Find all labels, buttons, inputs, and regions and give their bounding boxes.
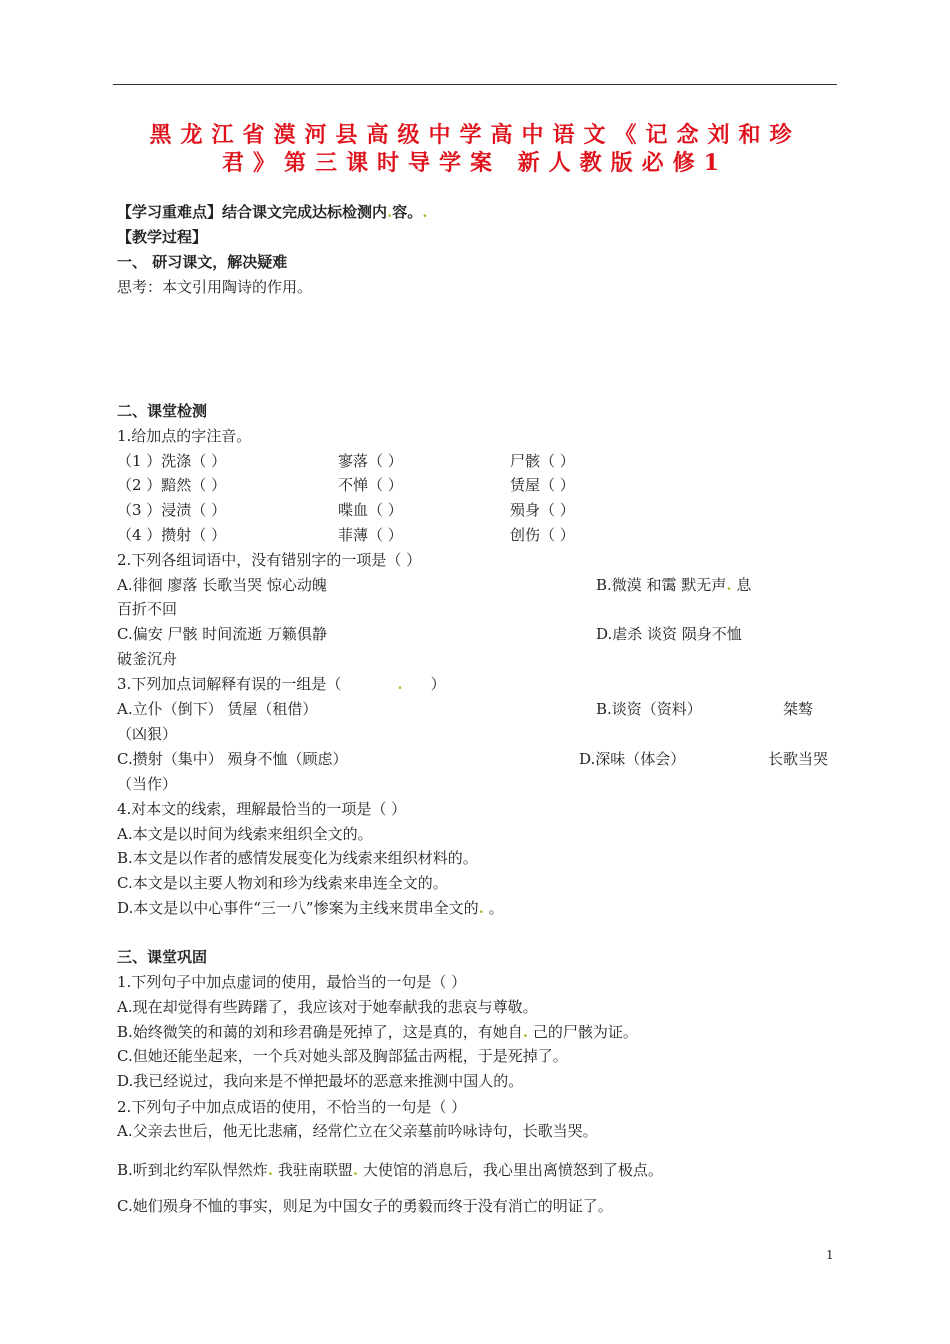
s2-q1-row3-col1: （3 ）浸渍（ ） (117, 501, 227, 519)
green-mark: . (478, 899, 484, 917)
s3-q1-option-b-text: B.始终微笑的和蔼的刘和珍君确是死掉了，这是真的，有她自 (117, 1023, 523, 1041)
s2-q2-option-b-cont: 百折不回 (117, 600, 178, 618)
section1-title: 一、 研习课文，解决疑难 (117, 253, 288, 271)
section1-think: 思考：本文引用陶诗的作用。 (117, 278, 313, 296)
s2-q4-option-d-text: D.本文是以中心事件“三一八”惨案为主线来贯串全文的 (117, 899, 479, 917)
s2-q3-stem-text: 3.下列加点词解释有误的一组是（ (117, 675, 342, 693)
document-title (113, 121, 837, 177)
process-label: 【教学过程】 (117, 228, 208, 246)
page-number: 1 (826, 1248, 834, 1262)
s2-q1-stem: 1.给加点的字注音。 (117, 427, 252, 445)
s2-q1-row1-col3: 尸骸（ ） (510, 452, 575, 470)
s3-q1-option-d: D.我已经说过，我向来是不惮把最坏的恶意来推测中国人的。 (117, 1072, 524, 1090)
s2-q2-option-b-tail: 息 (736, 576, 752, 594)
s2-q3-option-a: A.立仆（倒下） 赁屋（租借） (117, 700, 318, 718)
s2-q3-option-b-right: 桀骜 (783, 700, 814, 718)
section2-title: 二、课堂检测 (117, 402, 208, 420)
s2-q3-option-d-cont: （当作） (117, 775, 178, 793)
s2-q3-option-c: C.攒射（集中） 殒身不恤（顾虑） (117, 750, 348, 768)
s2-q2-option-c: C.偏安 尸骸 时间流逝 万籁俱静 (117, 625, 328, 643)
green-mark: . (267, 1161, 274, 1179)
s2-q4-option-b: B.本文是以作者的感情发展变化为线索来组织材料的。 (117, 849, 478, 867)
s3-q1-stem: 1.下列句子中加点虚词的使用，最恰当的一句是（ ） (117, 973, 467, 991)
s2-q4-option-c: C.本文是以主要人物刘和珍为线索来串连全文的。 (117, 874, 448, 892)
s3-q2-stem: 2.下列句子中加点成语的使用，不恰当的一句是（ ） (117, 1098, 467, 1116)
s3-q1-option-b-tail: 己的尸骸为证。 (532, 1023, 638, 1041)
s2-q1-row4-col2: 菲薄（ ） (338, 526, 403, 544)
section3-title: 三、课堂巩固 (117, 948, 208, 966)
s3-q2-option-b-text: B.听到北约军队悍然炸 (117, 1161, 268, 1179)
s2-q1-row4-col1: （4 ）攒射（ ） (117, 526, 227, 544)
s3-q1-option-c: C.但她还能坐起来，一个兵对她头部及胸部猛击两棍，于是死掉了。 (117, 1047, 568, 1065)
green-mark: . (397, 675, 403, 693)
s3-q2-option-b-tail: 大使馆的消息后，我心里出离愤怒到了极点。 (362, 1161, 663, 1179)
s3-q2-option-a: A.父亲去世后，他无比悲痛，经常伫立在父亲墓前吟咏诗句，长歌当哭。 (117, 1122, 598, 1140)
green-mark: . (387, 203, 393, 221)
s2-q1-row3-col3: 殒身（ ） (510, 501, 575, 519)
s2-q3-option-d: D.深味（体会） (579, 750, 686, 768)
key-points-text: 结合课文完成达标检测内 (222, 203, 388, 221)
s2-q1-row1-col1: （1 ）洗涤（ ） (117, 452, 227, 470)
s2-q2-option-d: D.虐杀 谈资 陨身不恤 (596, 625, 742, 643)
s3-q2-option-b (117, 1160, 663, 1180)
s2-q2-option-b (596, 575, 751, 595)
s2-q1-row2-col3: 赁屋（ ） (510, 476, 575, 494)
s2-q1-row3-col2: 喋血（ ） (338, 501, 403, 519)
s3-q1-option-b (117, 1022, 638, 1042)
title-line-2: 君》第三课时导学案 新人教版必修1 (222, 150, 728, 176)
s2-q1-row4-col3: 创伤（ ） (510, 526, 575, 544)
green-mark: . (352, 1161, 359, 1179)
s2-q1-row2-col2: 不惮（ ） (338, 476, 403, 494)
s2-q4-option-d (117, 898, 504, 918)
s2-q3-option-d-right: 长歌当哭 (768, 750, 829, 768)
s2-q2-stem: 2.下列各组词语中，没有错别字的一项是（ ） (117, 551, 422, 569)
s2-q2-option-b-text: B.微漠 和霭 默无声 (596, 576, 727, 594)
green-mark: . (522, 1023, 529, 1041)
key-points-label: 【学习重难点】 (117, 203, 223, 221)
s3-q2-option-b-mid: 我驻南联盟 (277, 1161, 353, 1179)
s2-q2-option-d-cont: 破釜沉舟 (117, 650, 178, 668)
s2-q3-option-b-cont: （凶狠） (117, 725, 178, 743)
green-mark: . (726, 576, 732, 594)
key-points-line (117, 202, 428, 222)
s2-q1-row1-col2: 寥落（ ） (338, 452, 403, 470)
s3-q1-option-a: A.现在却觉得有些踌躇了，我应该对于她奉献我的悲哀与尊敬。 (117, 998, 538, 1016)
s2-q4-option-d-tail: 。 (488, 899, 504, 917)
s2-q3-stem (117, 674, 446, 694)
s2-q3-option-b: B.谈资（资料） (596, 700, 702, 718)
s2-q2-option-a: A.徘徊 廖落 长歌当哭 惊心动魄 (117, 576, 327, 594)
s2-q3-stem-tail: ） (430, 675, 446, 693)
s3-q2-option-c: C.她们殒身不恤的事实，则足为中国女子的勇毅而终于没有消亡的明证了。 (117, 1197, 613, 1215)
s2-q1-row2-col1: （2 ）黯然（ ） (117, 476, 227, 494)
title-line-1: 黑龙江省漠河县高级中学高中语文《记念刘和珍 (149, 122, 801, 148)
key-points-tail: 容。 (392, 203, 423, 221)
s2-q4-stem: 4.对本文的线索，理解最恰当的一项是（ ） (117, 800, 407, 818)
header-rule (113, 84, 837, 85)
s2-q4-option-a: A.本文是以时间为线索来组织全文的。 (117, 825, 373, 843)
green-mark: . (422, 203, 428, 221)
